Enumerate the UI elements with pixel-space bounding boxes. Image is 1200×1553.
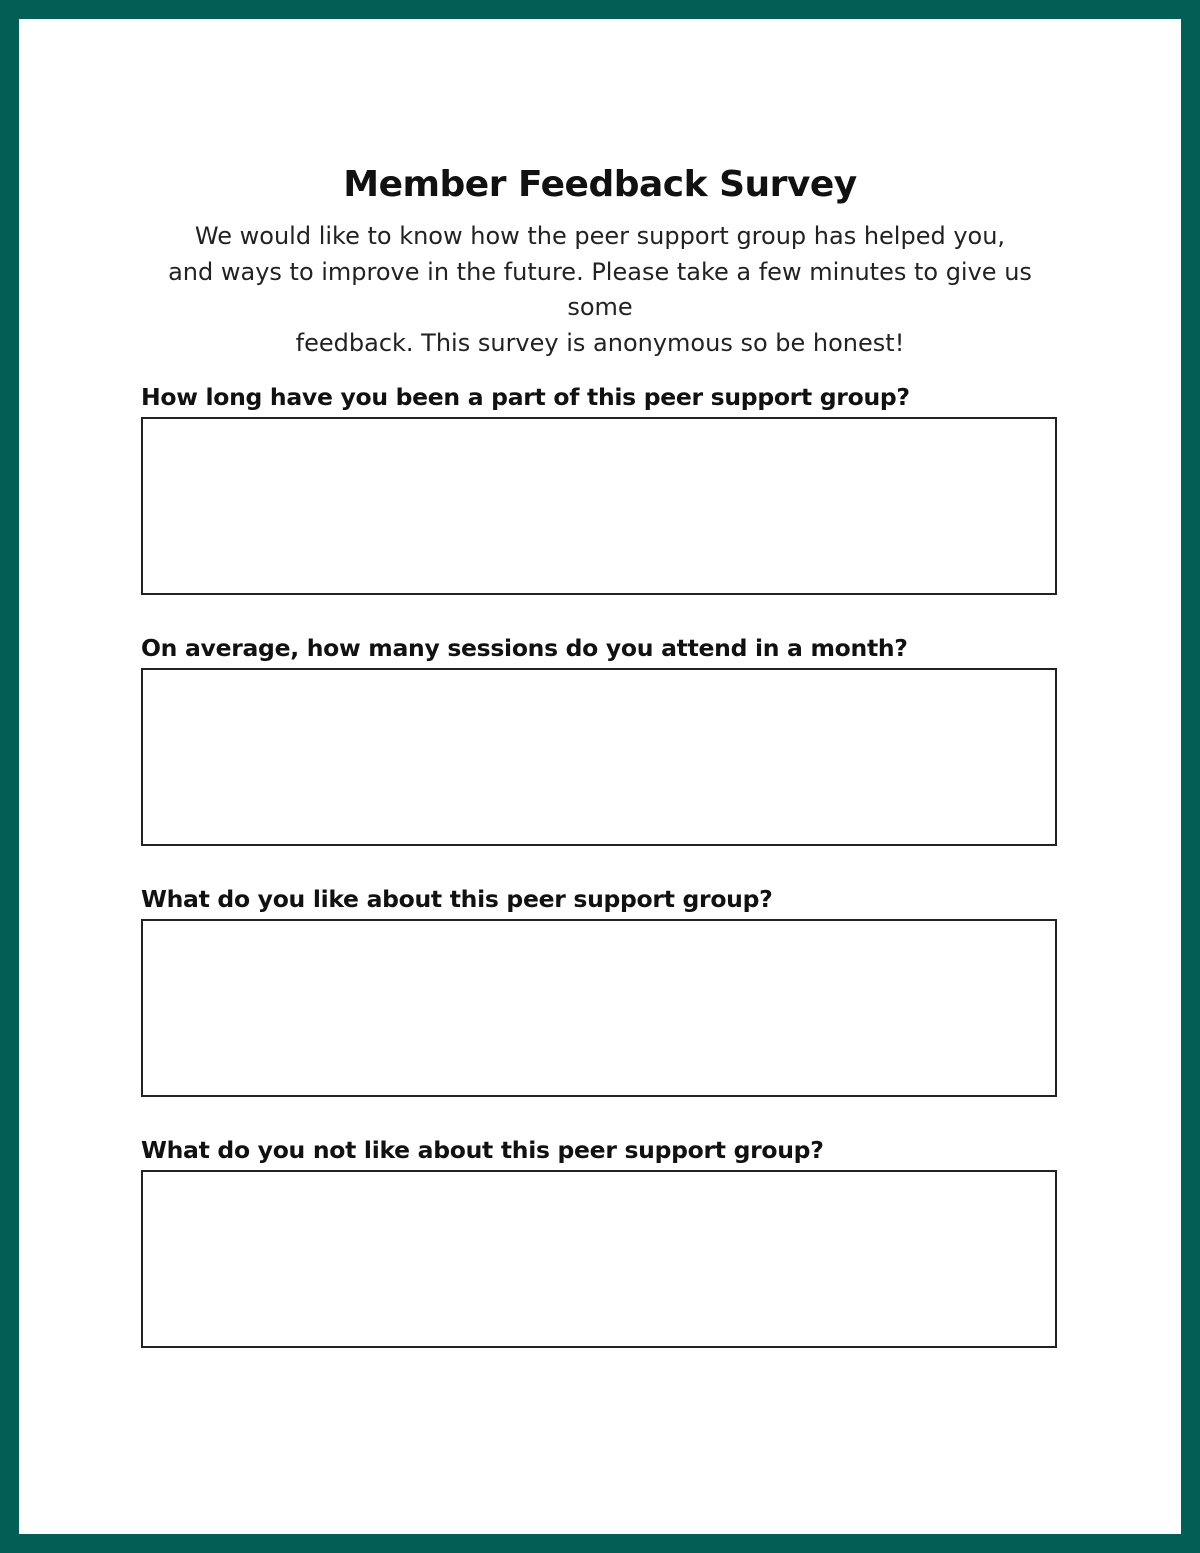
question-2-label: On average, how many sessions do you attend in a month? — [141, 634, 908, 662]
question-4-answer-box[interactable] — [141, 1170, 1057, 1348]
question-4-label: What do you not like about this peer support group? — [141, 1136, 824, 1164]
question-2-answer-box[interactable] — [141, 668, 1057, 846]
question-3-label: What do you like about this peer support group? — [141, 885, 773, 913]
question-1-answer-box[interactable] — [141, 417, 1057, 595]
question-1-label: How long have you been a part of this peer support group? — [141, 383, 910, 411]
intro-text: We would like to know how the peer support group has helped you, and ways to improve in the future. Please take a few minutes to give us some feedback. This survey is anonymous so be honest! — [168, 222, 1032, 357]
question-3-answer-box[interactable] — [141, 919, 1057, 1097]
page-title: Member Feedback Survey — [343, 164, 857, 205]
survey-page — [19, 19, 1181, 1534]
